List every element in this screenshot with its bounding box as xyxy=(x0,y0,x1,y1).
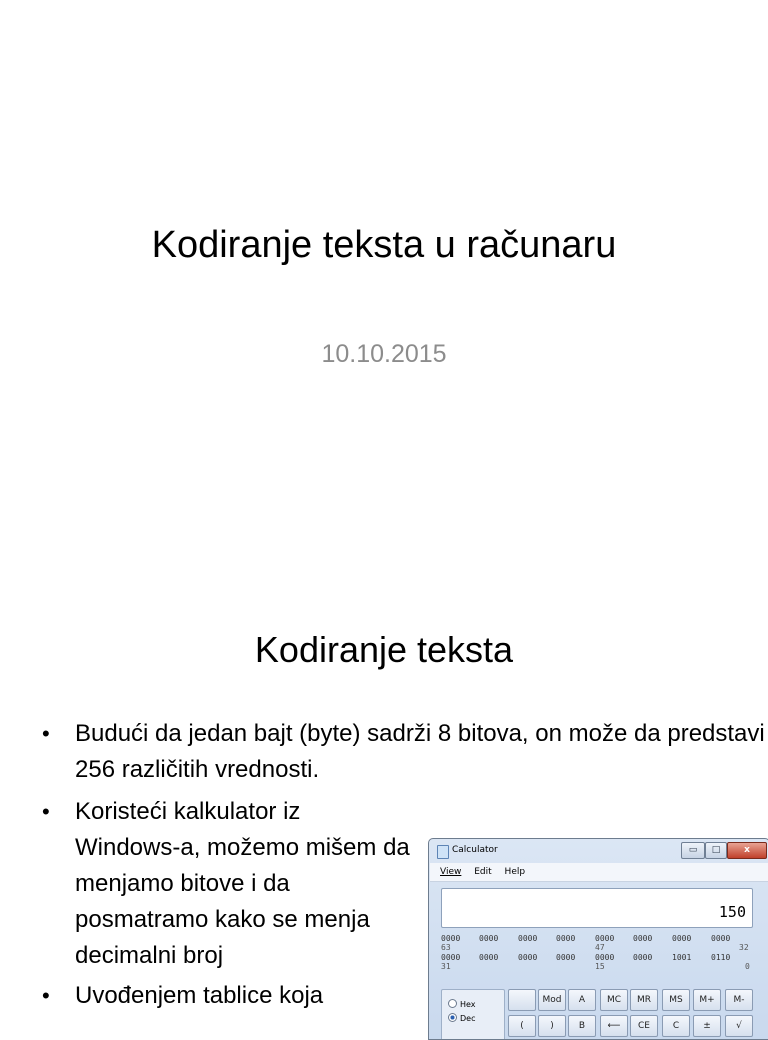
bit-position-label: 31 xyxy=(441,962,451,971)
bullet-item xyxy=(42,716,765,788)
memory-clear-button[interactable]: MC xyxy=(600,989,628,1011)
bit-group[interactable]: 0000 xyxy=(595,953,615,962)
number-base-group xyxy=(441,989,505,1040)
bit-position-label: 63 xyxy=(441,943,451,952)
bit-group[interactable]: 0000 xyxy=(518,934,538,943)
close-button[interactable]: x xyxy=(727,842,767,859)
bullet-item xyxy=(42,978,410,1014)
calculator-screenshot xyxy=(428,838,768,1040)
slide-2-title: Kodiranje teksta xyxy=(254,629,514,670)
negate-button[interactable]: ± xyxy=(693,1015,721,1037)
calculator-icon xyxy=(437,845,449,859)
bit-position-label: 0 xyxy=(745,962,750,971)
radio-on-icon xyxy=(448,1013,457,1022)
memory-add-button[interactable]: M+ xyxy=(693,989,721,1011)
radio-off-icon xyxy=(448,999,457,1008)
calculator-titlebar xyxy=(429,839,768,863)
calculator-display xyxy=(441,888,753,928)
bit-group[interactable]: 0000 xyxy=(441,934,461,943)
bullet-item xyxy=(42,794,410,974)
radio-label: Hex xyxy=(460,1000,476,1009)
open-paren-button[interactable]: ( xyxy=(508,1015,536,1037)
memory-recall-button[interactable]: MR xyxy=(630,989,658,1011)
bit-group[interactable]: 1001 xyxy=(672,953,692,962)
bit-position-label: 47 xyxy=(595,943,605,952)
bit-group[interactable]: 0000 xyxy=(479,953,499,962)
radio-dec[interactable] xyxy=(448,1013,475,1023)
memory-store-button[interactable]: MS xyxy=(662,989,690,1011)
bit-group[interactable]: 0000 xyxy=(479,934,499,943)
menu-edit[interactable]: Edit xyxy=(474,867,492,877)
calculator-title: Calculator xyxy=(452,845,498,855)
bullet-icon: • xyxy=(42,721,50,746)
bullet-text: Koristeći kalkulator iz Windows-a, možemo mišem da menjamo bitove i da posmatramo kako se menja decimalni broj xyxy=(75,798,410,969)
radio-label: Dec xyxy=(460,1014,476,1023)
minimize-button[interactable]: ▭ xyxy=(681,842,705,859)
maximize-button[interactable]: □ xyxy=(705,842,727,859)
bit-position-label: 15 xyxy=(595,962,605,971)
bit-group[interactable]: 0000 xyxy=(556,953,576,962)
bit-group[interactable]: 0000 xyxy=(711,934,731,943)
bullet-text: Uvođenjem tablice koja xyxy=(75,982,324,1009)
bit-group[interactable]: 0000 xyxy=(633,934,653,943)
bit-position-label: 32 xyxy=(739,943,749,952)
radio-hex[interactable] xyxy=(448,999,476,1009)
menu-view[interactable]: View xyxy=(440,867,462,877)
bit-group[interactable]: 0000 xyxy=(595,934,615,943)
clear-button[interactable]: C xyxy=(662,1015,690,1037)
bit-group[interactable]: 0000 xyxy=(518,953,538,962)
bullet-icon: • xyxy=(42,983,50,1008)
hex-a-button[interactable]: A xyxy=(568,989,596,1011)
blank-button[interactable] xyxy=(508,989,536,1011)
hex-b-button[interactable]: B xyxy=(568,1015,596,1037)
memory-subtract-button[interactable]: M- xyxy=(725,989,753,1011)
display-value: 150 xyxy=(718,903,746,921)
bullet-text: Budući da jedan bajt (byte) sadrži 8 bitova, on može da predstavi 256 različitih vrednosti. xyxy=(75,720,765,783)
bit-group[interactable]: 0000 xyxy=(441,953,461,962)
bit-group[interactable]: 0110 xyxy=(711,953,731,962)
menu-help[interactable]: Help xyxy=(504,867,526,877)
slide-date: 10.10.2015 xyxy=(321,340,447,368)
mod-button[interactable]: Mod xyxy=(538,989,566,1011)
sqrt-button[interactable]: √ xyxy=(725,1015,753,1037)
backspace-button[interactable]: ⟵ xyxy=(600,1015,628,1037)
calculator-menubar xyxy=(430,863,768,882)
close-paren-button[interactable]: ) xyxy=(538,1015,566,1037)
clear-entry-button[interactable]: CE xyxy=(630,1015,658,1037)
bit-group[interactable]: 0000 xyxy=(633,953,653,962)
slide-title: Kodiranje teksta u računaru xyxy=(151,224,617,266)
bit-group[interactable]: 0000 xyxy=(672,934,692,943)
bit-group[interactable]: 0000 xyxy=(556,934,576,943)
bit-panel xyxy=(441,935,759,979)
bullet-icon: • xyxy=(42,799,50,824)
